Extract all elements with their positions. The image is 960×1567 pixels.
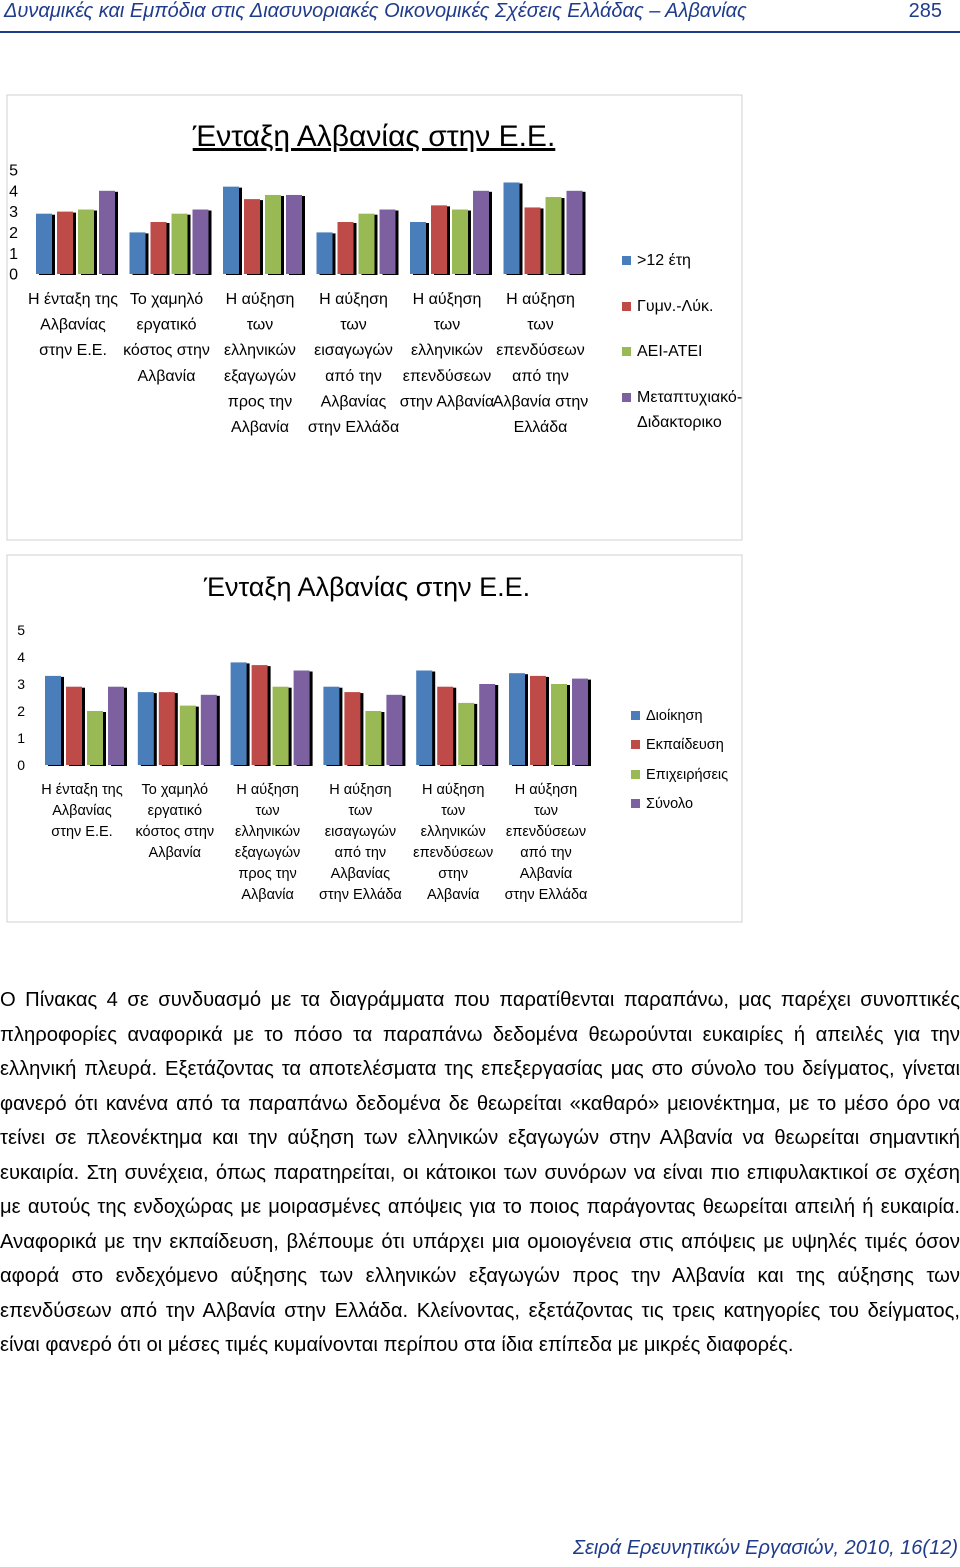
chart2-category-label: των bbox=[533, 803, 559, 819]
chart2-category-label: ελληνικών bbox=[420, 824, 486, 840]
chart1-category-label: επενδύσεων bbox=[496, 342, 585, 360]
chart2-category-label: Η αύξηση bbox=[422, 782, 485, 798]
chart1-bar bbox=[193, 210, 209, 274]
footer-citation: Σειρά Ερευνητικών Εργασιών, 2010, 16(12) bbox=[573, 1537, 958, 1559]
chart1-ytick: 0 bbox=[9, 266, 18, 284]
chart1-category-label: Αλβανία στην bbox=[492, 393, 589, 411]
chart2-bar bbox=[201, 695, 217, 765]
chart2-category-label: Το χαμηλό bbox=[141, 782, 209, 798]
chart1-ytick: 1 bbox=[9, 245, 18, 263]
chart1-bar bbox=[36, 214, 52, 274]
chart2-bar bbox=[386, 695, 402, 765]
chart2-category-label: Η ένταξη της bbox=[41, 782, 123, 798]
chart2-legend-swatch bbox=[631, 740, 640, 749]
chart2-category-label: Αλβανίας bbox=[52, 803, 112, 819]
chart1-category-label: κόστος στην bbox=[123, 342, 210, 360]
chart1-legend-label: Γυμν.-Λύκ. bbox=[637, 298, 714, 315]
chart2-bar bbox=[509, 673, 525, 765]
chart1-category-label: στην Ε.Ε. bbox=[39, 342, 107, 360]
chart1-category-label: των bbox=[246, 316, 274, 334]
chart2-category-label: επενδύσεων bbox=[505, 824, 587, 840]
chart2-category-label: Αλβανία bbox=[519, 866, 573, 882]
chart1-legend-label: ΑΕΙ-ΑΤΕΙ bbox=[637, 343, 703, 360]
chart2-category-label: εργατικό bbox=[147, 803, 203, 819]
chart1-category-label: Η αύξηση bbox=[506, 291, 575, 308]
chart1-bar bbox=[380, 210, 396, 274]
chart1-frame bbox=[7, 95, 742, 540]
chart2-ytick: 4 bbox=[17, 648, 25, 665]
chart2-category-label: προς την bbox=[238, 866, 297, 882]
chart1-bar bbox=[452, 210, 468, 274]
chart2-ytick: 1 bbox=[17, 729, 25, 746]
chart1-category-label: Αλβανίας bbox=[40, 316, 106, 334]
chart1-bar bbox=[504, 182, 520, 274]
page-number: 285 bbox=[908, 0, 942, 22]
chart1-ytick: 4 bbox=[9, 183, 18, 201]
chart2-category-label: επενδύσεων bbox=[413, 845, 494, 861]
chart2-bar bbox=[108, 687, 124, 765]
chart2-bar bbox=[479, 684, 495, 765]
chart2-legend-label: Διοίκηση bbox=[646, 708, 703, 724]
chart1-category-label: εισαγωγών bbox=[314, 342, 393, 360]
chart1-bar bbox=[286, 195, 302, 274]
chart1-bar bbox=[473, 191, 489, 274]
chart2-bar bbox=[273, 687, 289, 765]
chart2-category-label: των bbox=[255, 803, 280, 819]
chart2-category-label: από την bbox=[520, 845, 572, 861]
chart1-category-label: Αλβανία bbox=[137, 367, 196, 385]
chart2-category-label: εξαγωγών bbox=[234, 845, 301, 861]
chart2-bar bbox=[458, 703, 474, 765]
chart2-legend-swatch bbox=[631, 770, 640, 779]
chart2-category-label: στην Ελλάδα bbox=[504, 887, 588, 903]
chart2-category-label: στην Ελλάδα bbox=[318, 887, 402, 903]
chart2-legend-label: Σύνολο bbox=[646, 796, 694, 812]
chart1-category-label: επενδύσεων bbox=[402, 367, 492, 385]
chart2-bar bbox=[551, 684, 567, 765]
chart1-bar bbox=[244, 199, 260, 274]
body-paragraph: Ο Πίνακας 4 σε συνδυασμό με τα διαγράμματα που παρατίθενται παραπάνω, μας παρέχει συνοπτικές πληροφορίες αναφορικά με το πόσο τα παραπάνω δεδομένα θεωρούνται ευκαιρίες ή απειλές για την ελληνική πλευρά. Εξετάζοντας τα αποτελέσματα της επεξεργασίας μας στο σύνολο του δείγματος, γίνεται φανερό ότι κανένα από τα παραπάνω δεδομένα δε θεωρείται «καθαρό» μειονέκτημα, με το μέσο όρο να τείνει σε πλεονέκτημα και την αύξηση των ελληνικών εξαγωγών στην Αλβανία να θεωρείται σημαντική ευκαιρία. Στη συνέχεια, όπως παρατηρείται, οι κάτοικοι των συνόρων να είναι πιο επιφυλακτικοί σε σχέση με αυτούς της ενδοχώρας με μοιρασμένες απόψεις για το ποιος παράγοντας θεωρείται απειλή ή ευκαιρία. Αναφορικά με την εκπαίδευση, βλέπουμε ότι υπάρχει μια ομοιογένεια στις απόψεις με υψηλές τιμές όσον αφορά στο ενδεχόμενο αύξησης των ελληνικών εξαγωγών προς την Αλβανία και της αύξησης των επενδύσεων από την Αλβανία στην Ελλάδα. Κλείνοντας, εξετάζοντας τις τρεις κατηγορίες του δείγματος, είναι φανερό ότι οι μέσες τιμές κυμαίνονται περίπου στα ίδια επίπεδα με μικρές διαφορές. bbox=[0, 989, 960, 1356]
chart1-category-label: στην Ελλάδα bbox=[307, 419, 400, 436]
chart2-legend-label: Εκπαίδευση bbox=[646, 737, 724, 753]
chart1-bar bbox=[410, 222, 426, 274]
chart2-bar bbox=[87, 711, 103, 765]
chart2-bar bbox=[252, 665, 268, 765]
chart2-legend-swatch bbox=[631, 799, 640, 808]
chart1-legend-swatch bbox=[622, 347, 631, 356]
chart1-ytick: 5 bbox=[9, 162, 18, 180]
chart2-bar bbox=[416, 671, 432, 766]
chart1-bar bbox=[223, 187, 239, 274]
running-header-title: Δυναμικές και Εμπόδια στις Διασυνοριακές Οικονομικές Σχέσεις Ελλάδας – Αλβανίας bbox=[4, 0, 747, 22]
chart2-category-label: Αλβανία bbox=[426, 887, 480, 903]
chart1-bar bbox=[265, 195, 281, 274]
chart2-ytick: 3 bbox=[17, 675, 25, 692]
chart2-category-label: στην bbox=[438, 866, 469, 882]
chart1-category-label: Η αύξηση bbox=[412, 291, 482, 308]
chart1-legend-swatch bbox=[622, 393, 631, 402]
chart1-category-label: προς την bbox=[227, 393, 293, 411]
chart2-category-label: των bbox=[348, 803, 373, 819]
chart2-category-label: των bbox=[441, 803, 466, 819]
chart1-category-label: ελληνικών bbox=[411, 342, 483, 360]
chart2-bar bbox=[323, 687, 339, 765]
chart2-category-label: από την bbox=[334, 845, 387, 861]
chart2-bar bbox=[45, 676, 61, 765]
chart1-bar bbox=[525, 207, 541, 274]
chart2-legend-swatch bbox=[631, 711, 640, 720]
chart1-bar bbox=[359, 214, 375, 274]
chart2-bar bbox=[180, 706, 196, 765]
chart1-category-label: Ελλάδα bbox=[513, 419, 568, 436]
chart1-category-label: από την bbox=[325, 367, 382, 385]
chart1-category-label: Αλβανία bbox=[231, 419, 289, 436]
chart2-bar bbox=[159, 692, 175, 765]
chart1-legend-label: Μεταπτυχιακό- bbox=[637, 389, 743, 406]
chart1-legend-swatch bbox=[622, 302, 631, 311]
chart2-legend-label: Επιχειρήσεις bbox=[646, 767, 729, 783]
chart1-bar bbox=[57, 212, 73, 274]
chart1-bar bbox=[130, 232, 146, 274]
chart2-category-label: στην Ε.Ε. bbox=[51, 824, 113, 840]
chart1-category-label: εξαγωγών bbox=[223, 367, 297, 385]
chart1-category-label: Η ένταξη της bbox=[28, 291, 118, 308]
chart1-legend-label: >12 έτη bbox=[637, 252, 691, 269]
chart2-category-label: Αλβανία bbox=[241, 887, 294, 903]
chart1-bar bbox=[99, 191, 115, 274]
chart2-bar bbox=[530, 676, 546, 765]
chart1-category-label: των bbox=[340, 316, 367, 334]
chart1-title: Ένταξη Αλβανίας στην Ε.Ε. bbox=[192, 120, 556, 153]
chart1-category-label: ελληνικών bbox=[224, 342, 296, 360]
chart1-bar bbox=[567, 191, 583, 274]
chart2-bar bbox=[231, 662, 247, 765]
chart1-category-label: Αλβανίας bbox=[320, 393, 387, 411]
chart2-bar bbox=[138, 692, 154, 765]
chart2-category-label: ελληνικών bbox=[235, 824, 301, 840]
chart2-bar bbox=[294, 671, 310, 766]
chart2-bar bbox=[365, 711, 381, 765]
chart2-bar bbox=[66, 687, 82, 765]
chart2-bar bbox=[572, 679, 588, 765]
chart2-category-label: Η αύξηση bbox=[236, 782, 299, 798]
chart1-bar bbox=[431, 205, 447, 274]
chart1-category-label: των bbox=[527, 316, 554, 334]
chart2-ytick: 5 bbox=[17, 621, 25, 638]
chart1-bar bbox=[172, 214, 188, 274]
chart2-ytick: 0 bbox=[17, 756, 25, 773]
chart1-bar bbox=[546, 197, 562, 274]
chart1-category-label: των bbox=[433, 316, 461, 334]
chart1-category-label: Η αύξηση bbox=[225, 291, 295, 308]
chart2-category-label: Η αύξηση bbox=[329, 782, 392, 798]
chart2-title: Ένταξη Αλβανίας στην Ε.Ε. bbox=[203, 572, 531, 602]
chart2-bar bbox=[437, 687, 453, 765]
chart1-bar bbox=[78, 210, 94, 274]
chart1-legend-swatch bbox=[622, 256, 631, 265]
chart1-legend-label: Διδακτορικο bbox=[637, 414, 722, 431]
chart1-category-label: Το χαμηλό bbox=[129, 291, 204, 308]
chart1-bar bbox=[338, 222, 354, 274]
chart2-category-label: εισαγωγών bbox=[324, 824, 397, 840]
chart2-bar bbox=[344, 692, 360, 765]
chart1-category-label: εργατικό bbox=[136, 316, 197, 334]
chart1-category-label: Η αύξηση bbox=[319, 291, 388, 308]
chart2-category-label: Η αύξηση bbox=[514, 782, 578, 798]
chart1-category-label: από την bbox=[512, 367, 569, 385]
chart2-category-label: κόστος στην bbox=[135, 824, 215, 840]
chart1-category-label: στην Αλβανία bbox=[399, 393, 495, 411]
chart1-bar bbox=[151, 222, 167, 274]
chart1-bar bbox=[317, 232, 333, 274]
chart1-ytick: 2 bbox=[9, 225, 18, 242]
chart1-ytick: 3 bbox=[9, 204, 18, 222]
chart2-category-label: Αλβανία bbox=[148, 845, 202, 861]
chart2-ytick: 2 bbox=[17, 702, 25, 719]
chart2-category-label: Αλβανίας bbox=[330, 866, 391, 882]
